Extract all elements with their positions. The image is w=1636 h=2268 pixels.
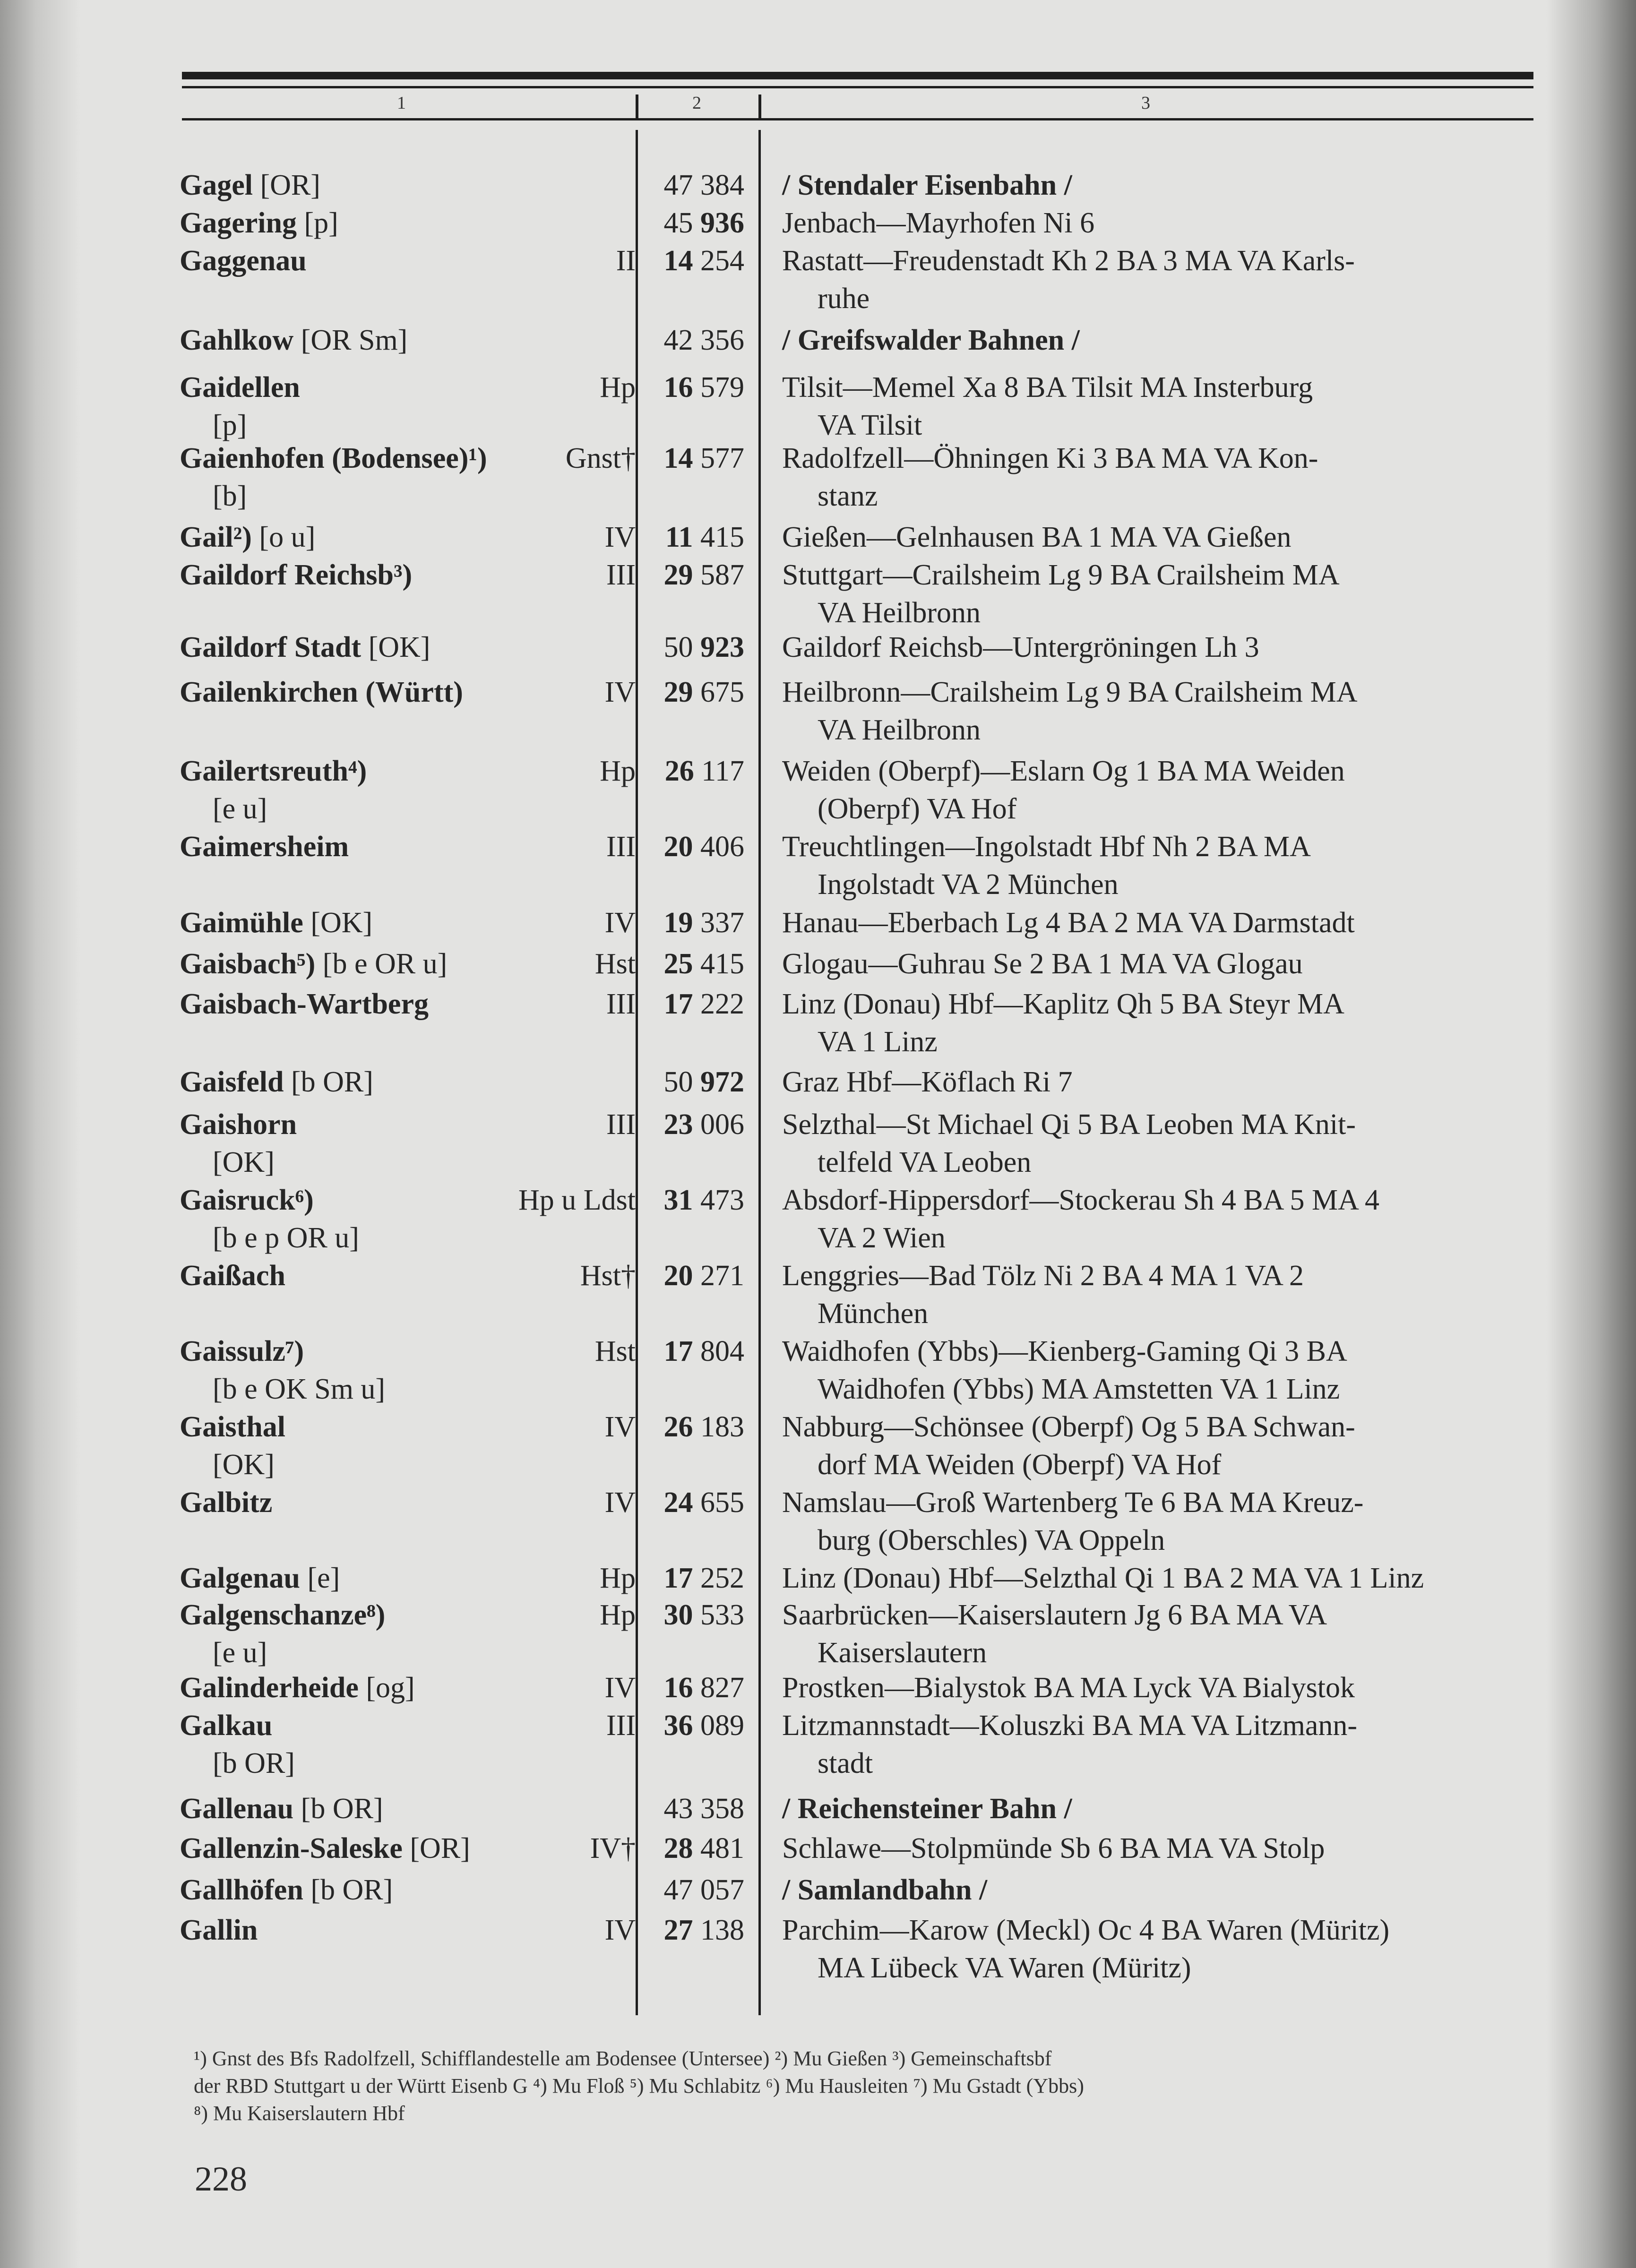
station-class: III <box>606 559 636 591</box>
station-name: Gallenau [b OR] <box>180 1793 383 1825</box>
station-class: III <box>606 1108 636 1141</box>
route-description: Gaildorf Reichsb—Untergröningen Lh 3 <box>782 631 1259 663</box>
station-name: Gaildorf Reichsb³) <box>180 559 413 591</box>
footnotes <box>194 2045 1555 2127</box>
station-class: Hst <box>594 948 636 980</box>
route-description: Stuttgart—Crailsheim Lg 9 BA Crailsheim MA VA Heilbronn <box>782 559 1340 629</box>
station-name: Gaishorn [OK] <box>180 1108 297 1178</box>
route-description: Graz Hbf—Köflach Ri 7 <box>782 1066 1073 1098</box>
station-number: 20 271 <box>663 1260 744 1292</box>
station-number: 43 358 <box>663 1793 744 1825</box>
station-number: 16 579 <box>663 371 744 404</box>
route-description: Schlawe—Stolpmünde Sb 6 BA MA VA Stolp <box>782 1832 1325 1864</box>
station-class: III <box>606 1710 636 1742</box>
route-description: / Samlandbahn / <box>782 1874 988 1906</box>
station-class: Hst† <box>580 1260 636 1292</box>
station-number: 24 655 <box>663 1486 744 1519</box>
station-number: 14 254 <box>663 245 744 277</box>
station-name: Gallhöfen [b OR] <box>180 1874 393 1906</box>
station-class: Hp <box>600 1599 636 1631</box>
station-number: 19 337 <box>663 907 744 939</box>
station-name: Gaisfeld [b OR] <box>180 1066 373 1098</box>
route-description: Hanau—Eberbach Lg 4 BA 2 MA VA Darmstadt <box>782 907 1355 939</box>
station-number: 23 006 <box>663 1108 744 1141</box>
station-class: Hp <box>600 755 636 787</box>
station-name: Gaißach <box>180 1260 285 1292</box>
route-description: / Reichensteiner Bahn / <box>782 1793 1072 1825</box>
station-number: 17 222 <box>663 988 744 1020</box>
station-number: 47 057 <box>663 1874 744 1906</box>
header-bottom-rule <box>182 118 1533 120</box>
footnote-line: ¹) Gnst des Bfs Radolfzell, Schifflandestelle am Bodensee (Untersee) ²) Mu Gießen ³) Gemeinschaftsbf <box>194 2047 1052 2070</box>
station-name: Galbitz <box>180 1486 273 1519</box>
route-description: Jenbach—Mayrhofen Ni 6 <box>782 207 1095 239</box>
station-number: 26 117 <box>664 755 744 787</box>
station-class: IV <box>604 521 636 553</box>
station-number: 11 415 <box>665 521 744 553</box>
page-shadow-right <box>1546 0 1636 2268</box>
station-name: Gaggenau <box>180 245 307 277</box>
station-name: Gallin <box>180 1914 258 1946</box>
header-top-rule <box>182 72 1533 79</box>
station-name: Gallenzin-Saleske [OR] <box>180 1832 470 1864</box>
station-class: Hp <box>600 371 636 404</box>
station-name: Gaienhofen (Bodensee)¹) [b] <box>180 442 487 512</box>
route-description: Gießen—Gelnhausen BA 1 MA VA Gießen <box>782 521 1292 553</box>
station-name: Gail²) [o u] <box>180 521 316 553</box>
route-description: Absdorf-Hippersdorf—Stockerau Sh 4 BA 5 MA 4 VA 2 Wien <box>782 1184 1380 1254</box>
station-class: IV† <box>590 1832 636 1864</box>
station-number: 30 533 <box>663 1599 744 1631</box>
station-class: IV <box>604 907 636 939</box>
station-number: 50 923 <box>663 631 744 663</box>
page-number: 228 <box>195 2160 247 2199</box>
station-class: Hp <box>600 1562 636 1594</box>
station-name: Gaisbach-Wartberg <box>180 988 429 1020</box>
station-number: 25 415 <box>663 948 744 980</box>
route-description: Radolfzell—Öhningen Ki 3 BA MA VA Kon- stanz <box>782 442 1318 512</box>
header-mid-rule <box>182 86 1533 88</box>
column-header-3: 3 <box>1141 93 1150 113</box>
station-class: IV <box>604 1672 636 1704</box>
station-number: 17 804 <box>663 1335 744 1367</box>
page-shadow-left <box>0 0 80 2268</box>
station-number: 47 384 <box>663 169 744 201</box>
column-rule-2 <box>758 130 761 2015</box>
station-number: 29 675 <box>663 676 744 708</box>
route-description: / Greifswalder Bahnen / <box>782 324 1080 356</box>
route-description: Tilsit—Memel Xa 8 BA Tilsit MA Insterburg VA Tilsit <box>782 371 1313 441</box>
station-name: Galgenau [e] <box>180 1562 340 1594</box>
station-number: 26 183 <box>663 1411 744 1443</box>
column-header-1: 1 <box>397 93 406 113</box>
station-name: Gaidellen [p] <box>180 371 300 441</box>
route-description: Prostken—Bialystok BA MA Lyck VA Bialystok <box>782 1672 1355 1704</box>
station-class: Hst <box>594 1335 636 1367</box>
station-class: Hp u Ldst <box>518 1184 636 1216</box>
station-name: Gaimersheim <box>180 831 349 863</box>
station-class: IV <box>604 1411 636 1443</box>
station-number: 36 089 <box>663 1710 744 1742</box>
route-description: Glogau—Guhrau Se 2 BA 1 MA VA Glogau <box>782 948 1303 980</box>
station-number: 27 138 <box>663 1914 744 1946</box>
route-description: Treuchtlingen—Ingolstadt Hbf Nh 2 BA MA Ingolstadt VA 2 München <box>782 831 1311 901</box>
route-description: Heilbronn—Crailsheim Lg 9 BA Crailsheim MA VA Heilbronn <box>782 676 1358 746</box>
station-number: 45 936 <box>663 207 744 239</box>
route-description: Nabburg—Schönsee (Oberpf) Og 5 BA Schwan- dorf MA Weiden (Oberpf) VA Hof <box>782 1411 1355 1481</box>
station-name: Gaimühle [OK] <box>180 907 373 939</box>
station-number: 50 972 <box>663 1066 744 1098</box>
route-description: Weiden (Oberpf)—Eslarn Og 1 BA MA Weiden (Oberpf) VA Hof <box>782 755 1345 825</box>
station-class: III <box>606 988 636 1020</box>
station-name: Gailenkirchen (Württ) <box>180 676 463 708</box>
route-description: Saarbrücken—Kaiserslautern Jg 6 BA MA VA Kaiserslautern <box>782 1599 1327 1669</box>
route-description: Rastatt—Freudenstadt Kh 2 BA 3 MA VA Karls- ruhe <box>782 245 1355 315</box>
station-name: Gagering [p] <box>180 207 338 239</box>
route-description: Lenggries—Bad Tölz Ni 2 BA 4 MA 1 VA 2 München <box>782 1260 1304 1330</box>
station-name: Gahlkow [OR Sm] <box>180 324 408 356</box>
station-name: Gaissulz⁷) [b e OK Sm u] <box>180 1335 386 1405</box>
station-number: 42 356 <box>663 324 744 356</box>
header-divider-1 <box>636 94 638 120</box>
station-class: III <box>606 831 636 863</box>
route-description: Linz (Donau) Hbf—Selzthal Qi 1 BA 2 MA VA 1 Linz <box>782 1562 1424 1594</box>
column-header-2: 2 <box>692 93 701 113</box>
header-divider-2 <box>758 94 761 120</box>
route-description: / Stendaler Eisenbahn / <box>782 169 1072 201</box>
station-number: 17 252 <box>663 1562 744 1594</box>
station-class: IV <box>604 676 636 708</box>
station-name: Galkau [b OR] <box>180 1710 295 1779</box>
station-class: II <box>616 245 636 277</box>
station-name: Gagel [OR] <box>180 169 320 201</box>
route-description: Linz (Donau) Hbf—Kaplitz Qh 5 BA Steyr MA VA 1 Linz <box>782 988 1344 1058</box>
route-description: Litzmannstadt—Koluszki BA MA VA Litzmann- stadt <box>782 1710 1357 1779</box>
station-number: 20 406 <box>663 831 744 863</box>
station-name: Gaisthal [OK] <box>180 1411 285 1481</box>
footnote-line: der RBD Stuttgart u der Württ Eisenb G ⁴) Mu Floß ⁵) Mu Schlabitz ⁶) Mu Hausleiten ⁷) Mu Gstadt (Ybbs) <box>194 2074 1084 2097</box>
station-class: Gnst† <box>565 442 636 474</box>
station-number: 29 587 <box>663 559 744 591</box>
station-name: Gailertsreuth⁴) [e u] <box>180 755 367 825</box>
station-name: Gaisruck⁶) [b e p OR u] <box>180 1184 359 1254</box>
station-number: 31 473 <box>663 1184 744 1216</box>
station-number: 16 827 <box>663 1672 744 1704</box>
station-number: 28 481 <box>663 1832 744 1864</box>
footnote-line: ⁸) Mu Kaiserslautern Hbf <box>194 2102 405 2125</box>
route-description: Selzthal—St Michael Qi 5 BA Leoben MA Knit- telfeld VA Leoben <box>782 1108 1356 1178</box>
station-name: Gaildorf Stadt [OK] <box>180 631 431 663</box>
station-class: IV <box>604 1486 636 1519</box>
route-description: Parchim—Karow (Meckl) Oc 4 BA Waren (Müritz) MA Lübeck VA Waren (Müritz) <box>782 1914 1390 1984</box>
route-description: Waidhofen (Ybbs)—Kienberg-Gaming Qi 3 BA Waidhofen (Ybbs) MA Amstetten VA 1 Linz <box>782 1335 1347 1405</box>
station-number: 14 577 <box>663 442 744 474</box>
column-rule-1 <box>636 130 638 2015</box>
station-name: Gaisbach⁵) [b e OR u] <box>180 948 448 980</box>
station-name: Galgenschanze⁸) [e u] <box>180 1599 386 1669</box>
station-class: IV <box>604 1914 636 1946</box>
station-name: Galinderheide [og] <box>180 1672 415 1704</box>
route-description: Namslau—Groß Wartenberg Te 6 BA MA Kreuz- burg (Oberschles) VA Oppeln <box>782 1486 1364 1556</box>
